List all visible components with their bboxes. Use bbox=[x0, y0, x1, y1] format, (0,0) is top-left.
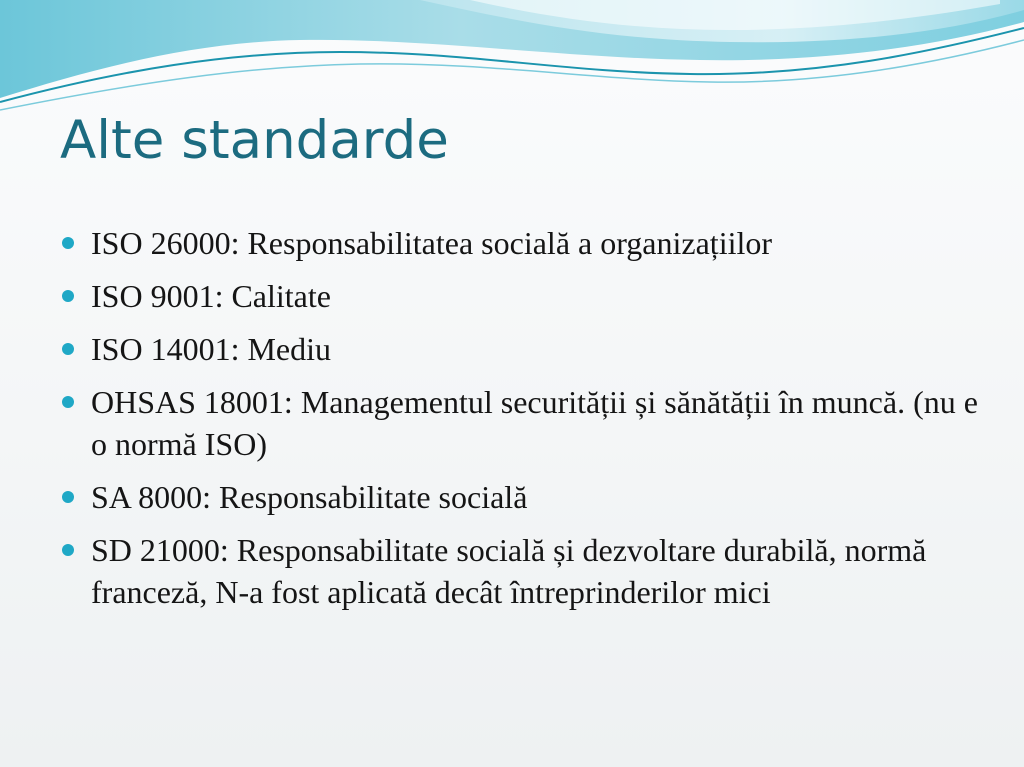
list-item-text: SA 8000: Responsabilitate socială bbox=[91, 479, 528, 515]
round-bullet-icon bbox=[62, 491, 74, 503]
round-bullet-icon bbox=[62, 290, 74, 302]
list-item-text: SD 21000: Responsabilitate socială și dezvoltare durabilă, normă franceză, N-a fost aplicată decât întreprinderilor mici bbox=[91, 532, 927, 610]
list-item-text: ISO 9001: Calitate bbox=[91, 278, 331, 314]
list-item bbox=[60, 529, 980, 613]
list-item bbox=[60, 476, 980, 518]
list-item bbox=[60, 222, 980, 264]
bullet-list bbox=[60, 222, 980, 624]
decorative-wave-header bbox=[0, 0, 1024, 120]
list-item-text: ISO 26000: Responsabilitatea socială a organizațiilor bbox=[91, 225, 773, 261]
list-item bbox=[60, 381, 980, 465]
round-bullet-icon bbox=[62, 237, 74, 249]
list-item bbox=[60, 275, 980, 317]
round-bullet-icon bbox=[62, 396, 74, 408]
round-bullet-icon bbox=[62, 343, 74, 355]
list-item bbox=[60, 328, 980, 370]
slide-title: Alte standarde bbox=[60, 110, 449, 171]
round-bullet-icon bbox=[62, 544, 74, 556]
list-item-text: OHSAS 18001: Managementul securității și sănătății în muncă. (nu e o normă ISO) bbox=[91, 384, 978, 462]
list-item-text: ISO 14001: Mediu bbox=[91, 331, 331, 367]
